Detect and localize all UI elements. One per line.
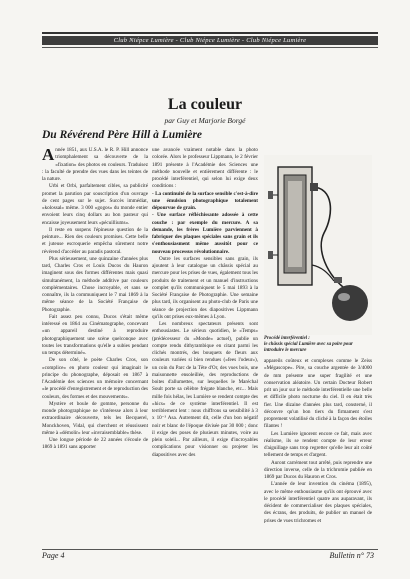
paragraph-text: Plus sérieusement, une quinzaine d'années plus tard, Charles Cros et Louis Ducos du Hauron imaginent sous des formes différentes mais quasi simultanément, la méthode additive par couleurs complémentaires. Chose incroyable, et sans se connaître, ils la communiquent le 7 mai 1869 à la même séance de la Société Française de Photographie. [42,255,148,313]
club-banner: Club Niépce Lumière - Club Niépce Lumière - Club Niépce Lumière [42,36,378,45]
paragraph [152,147,258,191]
text-column-2 [152,147,258,547]
article-subtitle: Du Révérend Père Hill à Lumière [42,129,203,141]
paragraph-text: - La continuité de la surface sensible c'est-à-dire une émulsion photographique totalement dépourvue de grain. [152,190,258,211]
paragraph [42,357,148,401]
paragraph-text: Outre les surfaces sensibles sans grain, ils ajoutent à leur catalogue un châssis spécial au mercure pour les prises de vues, également tous les produits de traitement et un manuel d'instructions complet qu'ils communiquent le 5 mai 1893 à la Société Française de Photographie. Une semaine plus tard, ils organisent au photo-club de Paris une séance de projection des diapositives Lippmann qu'ils ont prises eux-mêmes à Lyon. [152,255,258,320]
paragraph [152,212,258,256]
top-rule [42,32,378,34]
paragraph [152,321,258,459]
paragraph-text: Il reste en suspens l'épineuse question de la peinture... Rien des couleurs promises. Cette belle et juteuse escroquerie empêcha sûrement notre révérend d'accéder au paradis pastoral. [42,226,148,255]
bulletin-number: Bulletin n° 73 [329,551,374,560]
paragraph [42,227,148,256]
article-byline: par Guy et Marjorie Borgé [164,116,246,125]
paragraph [264,358,372,431]
paragraph-text: Une longue période de 22 années s'écoule de 1869 à 1891 sans apporter [42,437,148,451]
banner-underline [42,47,378,48]
paragraph-text: De son côté, le poète Charles Cros, son «complice» en photo couleur qui imaginait le principe du phonographe, déposait en 1867 à l'Académie des sciences un mémoire concernant «le procédé d'enregistrement et de reproduction des couleurs, des formes et des mouvements». [42,357,148,400]
footer-rule [42,549,378,550]
caption-line-1: Procédé interférentiel : [264,336,310,341]
paragraph-text: Les nombreux spectateurs présents sont enthousiastes. Le sérieux quotidien, le «Temps» (prédécesseur du «Monde» actuel), publie un compte rendu dithyrambique en citant parmi les clichés montrés, des bouquets de fleurs aux couleurs variées si bien rendues («fees l'odeur»), un coin du Parc de la Tête d'Or, des vues bois, une maisonnette ensoleillée, des reproductions de boites d'allumettes, sur lesquelles le Maréchal Soult porte sa célèbre frégate blanche, etc... Mais mille fois hélas, les Lumière se rendent compte des «hics» de ce système interférentiel. Il est terriblement lent : nous chiffrons sa sensibilité à 3 x 10⁻³ Asa. Autrement dit, celle d'un bon négatif noir et blanc de l'époque divisée par 30 000 ; donc il exige des poses de plusieurs minutes, voire au plein soleil... Par ailleurs, il exige d'incroyables complications pour visionner ou projeter les diapositives avec des [152,321,258,458]
paragraph-text: appareils coûteux et complexes comme le Zeiss «Mégascope». Pire, sa couche argentée de 3/4000 de mm présente une super fragilité et une conservation aléatoire. Un certain Docteur Robert prit un jour sur le méthode interférentielle une belle et difficile photo nocturne du ciel. Il en était très fier. Une dizaine d'années plus tard, consterné, il découvre qu'un bon tiers du firmament s'est proprement volatilisé du cliché à la façon des étoiles filantes ! [264,358,372,430]
caption-line-2: le châssis spécial Lumière avec sa poire pour introduire le mercure [264,341,353,353]
page-number: Page 4 [42,551,65,560]
paragraph [264,481,372,525]
paragraph-text: Urbi et Orbi, parfaitement cibles, sa publicité promet la parution par souscription d'un ouvrage de cent pages sur le sujet. Succès immédiat, «kolossal» même. 3 000 «gogos» du monde entier envoient leurs cinq dollars au bon pasteur qui encaisse joyeusement leurs «pécuilliums». [42,183,148,226]
paragraph-text: Auront carrément tout arrêté, puis reprendre une direction inverse, celle de la trichromie publiée en 1869 par Ducos du Hauron et Cros. [264,459,372,480]
paragraph-text: Mystère et boule de gomme, personne du monde photographique ne s'intéresse alors à leur extraordinaire découverte, tels les Becquerel, Monckhoven, Vidal, qui cherchent et réussissent même à «démolir» leur «invraisemblable» thèse. [42,400,148,436]
lippmann-chassis-figure [264,155,372,335]
paragraph [42,147,148,183]
text-column-1 [42,147,148,547]
paragraph [264,431,372,460]
paragraph [264,460,372,482]
paragraph [42,183,148,227]
paragraph-text: - Une surface réfléchissante adossée à cette couche : par exemple du mercure. A sa demande, les frères Lumière parviennent à fabriquer des plaques spéciales sans grain et ils s'enthousiasment même aussitôt pour ce nouveau processus révolutionnaire. [152,212,258,255]
paragraph-text: Les Lumière ignorent encore ce fait, mais avec réalisme, ils se rendent compte de leur erreur d'aiguillage sans trop regretter qu'elle leur ait coûté tellement de temps et d'argent. [264,430,372,459]
paragraph [42,437,148,452]
paragraph [42,256,148,314]
drop-cap: A [42,147,55,164]
paragraph [42,401,148,437]
text-column-3 [264,358,372,548]
paragraph-text: une avancée vraiment notable dans la photo colorée. Alors le professeur Lippmann, le 2 février 1891 présente à l'Académie des Sciences une méthode nouvelle et entièrement différente : le procédé interférentiel, qui selon lui exige deux conditions : [152,147,258,190]
figure-caption [264,336,374,353]
paragraph-text: nnée 1851, aux U.S.A. le R. P. Hill annonce triomphalement sa découverte de la «fixation» des photos en couleurs. Traduisez : la faculté de prendre des vues dans les teintes de la nature. [42,147,148,182]
paragraph [152,256,258,321]
paragraph-text: L'année de leur invention du cinéma (1895), avec le même enthousiasme qu'ils ont éprouvé avec le procédé interférentiel quatre ans auparavant, ils décident de commercialiser des plaques spéciales, des écrans, des produits, de publier un manuel de prises de vues trichromes et [264,481,372,524]
paragraph [42,314,148,358]
paragraph-text: Fait assez peu connu, Ducos s'était même intéressé en 1864 au Cinématographe, concevant «un appareil destiné à reproduire photographiquement une scène quelconque avec toutes les transformations qu'elle a subies pendant un temps déterminé». [42,313,148,356]
article-title: La couleur [167,96,243,113]
chassis-illustration [264,155,372,335]
paragraph [152,191,258,213]
